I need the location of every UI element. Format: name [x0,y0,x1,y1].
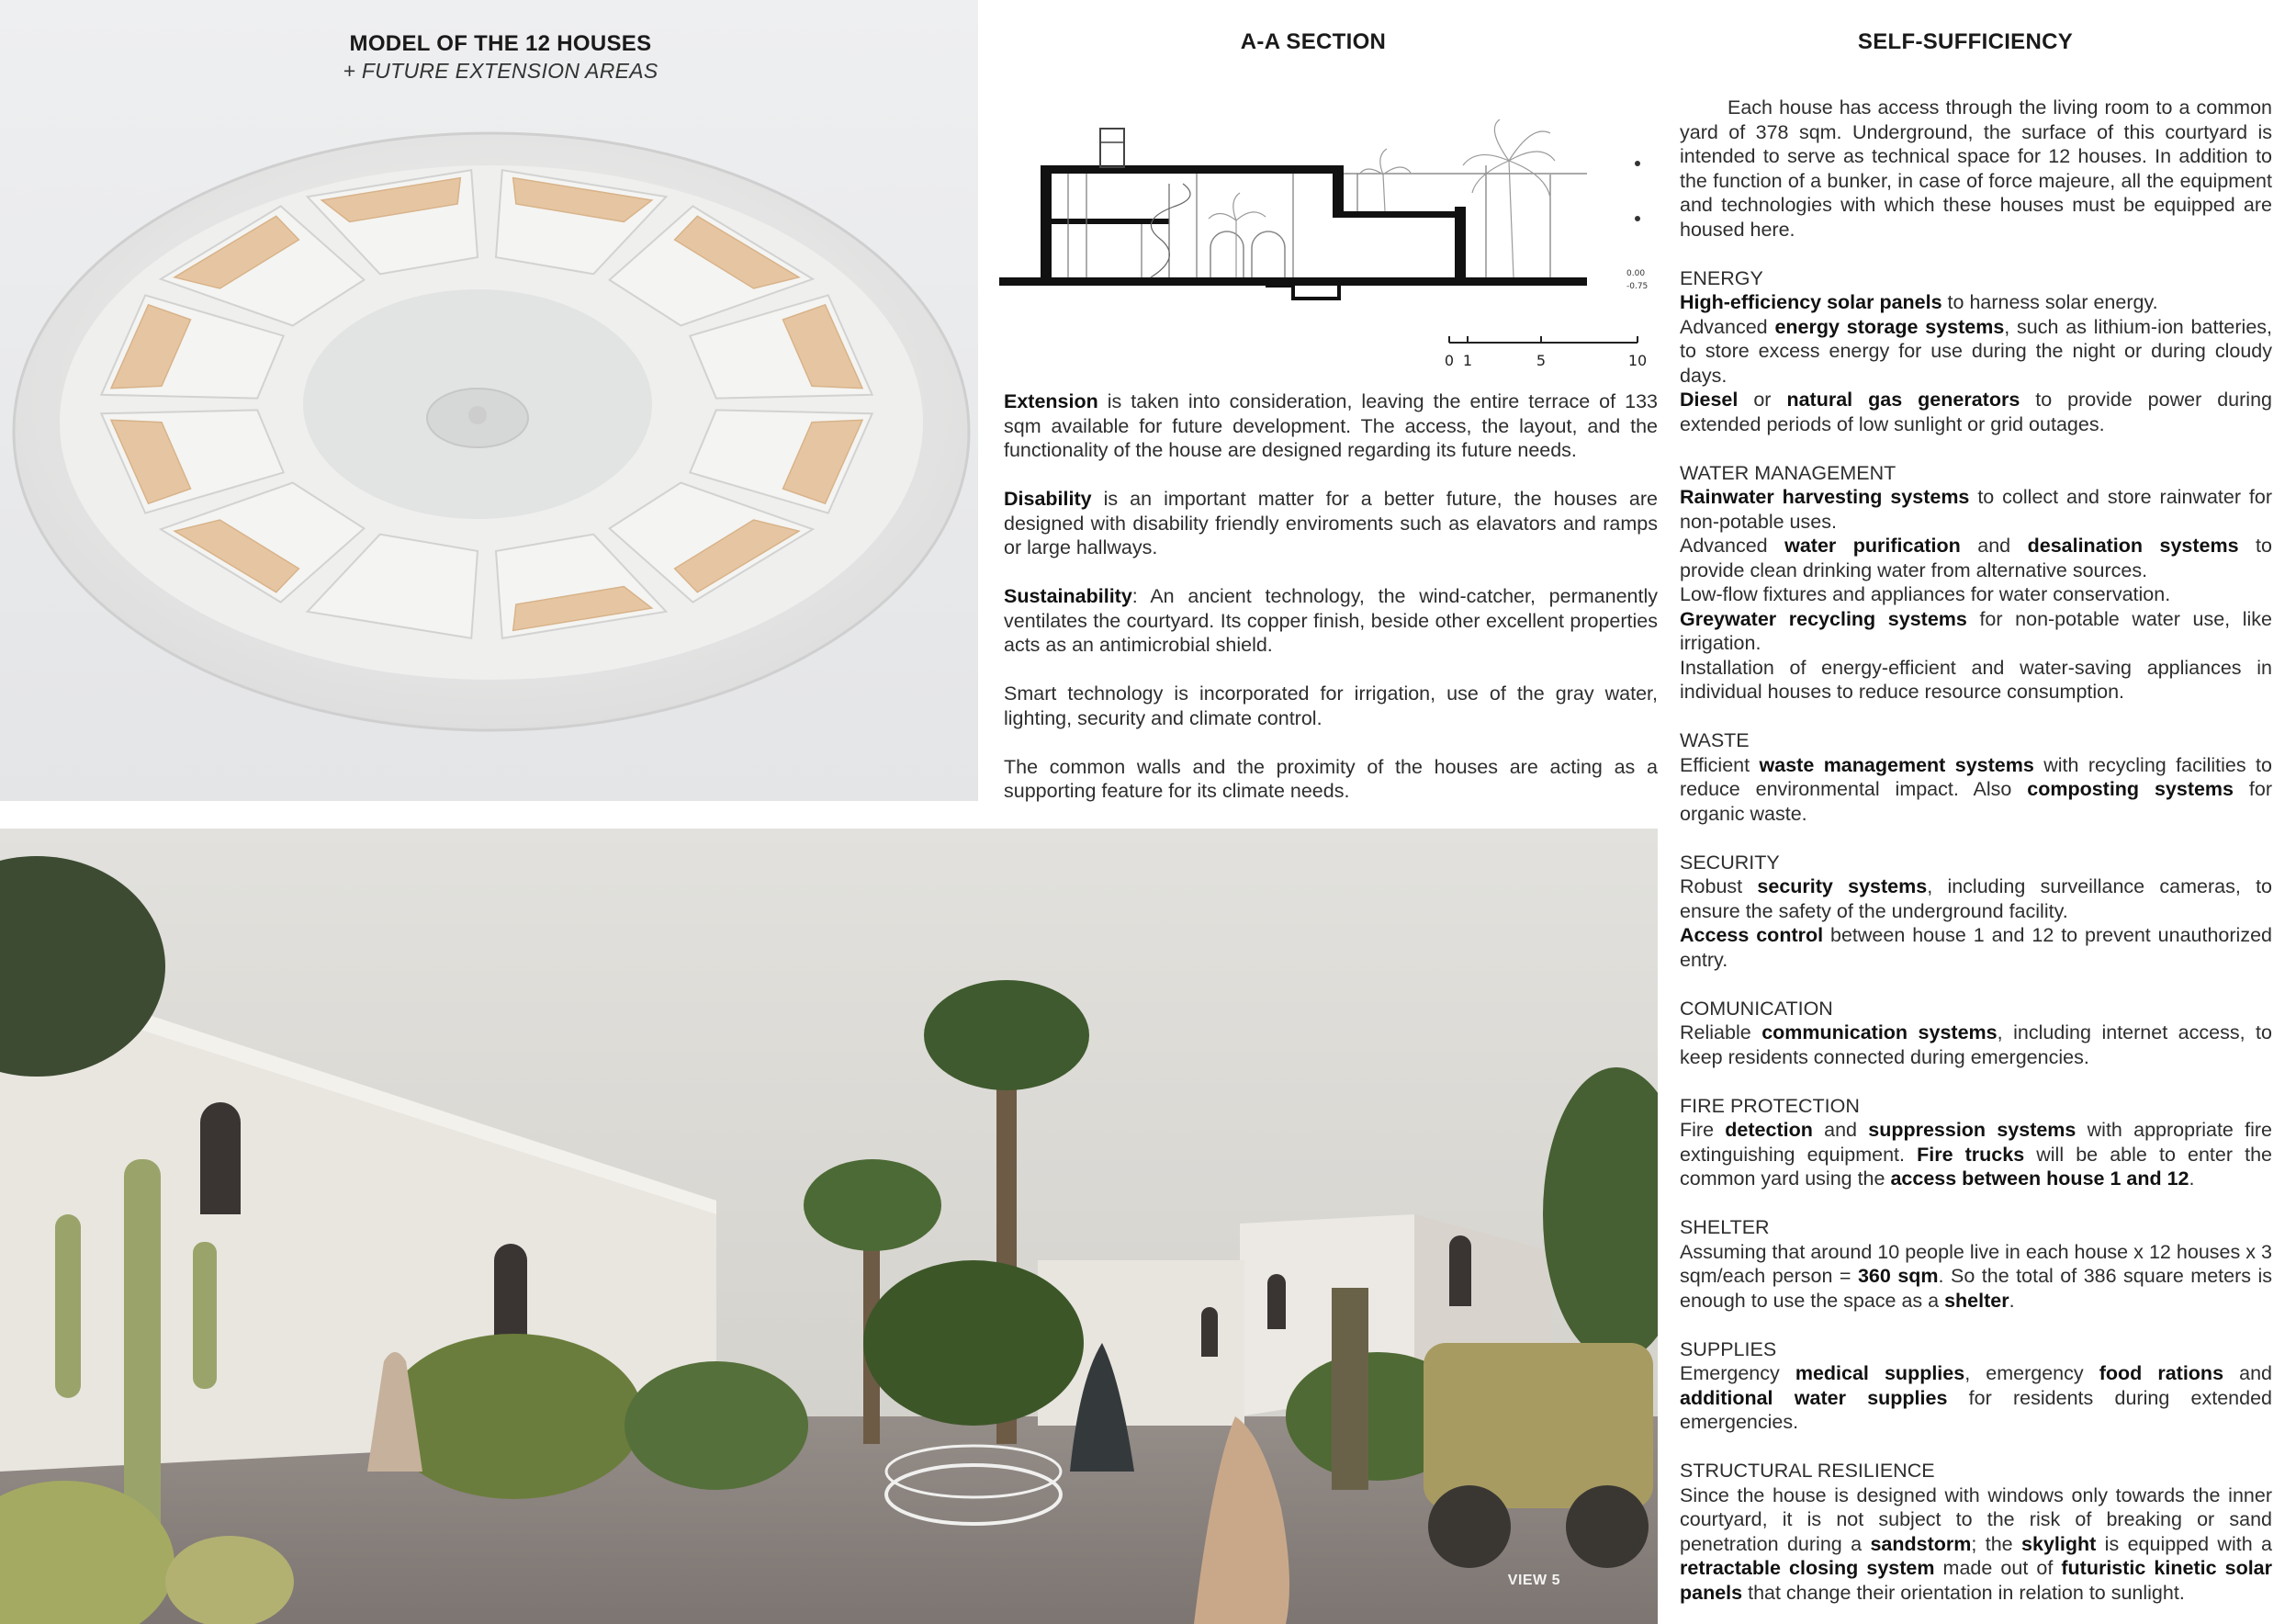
waste-text-b: with recycling facilities to reduce environmental impact. Also [1680,753,2272,800]
structural-keyword-3: retractable closing system [1680,1557,1935,1579]
water-item-2-joiner: and [1960,535,2028,557]
self-sufficiency-column [1680,96,2272,1605]
energy-heading: ENERGY [1680,266,1763,289]
extension-paragraph [1004,389,1658,463]
fire-paragraph [1680,1118,2272,1191]
structural-paragraph [1680,1483,2272,1606]
communication-text: , including internet access, to keep residents connected during emergencies. [1680,1021,2272,1068]
shelter-heading: SHELTER [1680,1216,1770,1238]
common-walls-paragraph: The common walls and the proximity of the houses are acting as a supporting feature for its climate needs. [1004,755,1658,802]
structural-keyword-2: skylight [2021,1532,2097,1555]
fire-text-b: and [1812,1119,1869,1141]
fire-keyword-1: detection [1725,1119,1813,1141]
scale-label-0: 0 [1444,352,1455,369]
communication-keyword: communication systems [1761,1021,1998,1043]
structural-text-d: made out of [1934,1557,2062,1579]
communication-paragraph [1680,1021,2272,1069]
courtyard-render-panel [0,829,1658,1624]
energy-item-1-text: to harness solar energy. [1941,291,2158,313]
waste-keyword-2: composting systems [2027,778,2234,800]
water-item-1-text: to collect and store rainwater for non-potable uses. [1680,486,2272,533]
section-title: A-A SECTION [1240,29,1387,54]
shelter-text-c: . [2009,1289,2015,1312]
shelter-text-a: Assuming that around 10 people live in each house x 12 houses x 3 sqm/each person = [1680,1240,2272,1287]
structural-keyword-1: sandstorm [1870,1532,1972,1555]
fire-keyword-2: suppression systems [1868,1119,2077,1141]
middle-text-column [1004,389,1658,828]
supplies-keyword-1: medical supplies [1795,1362,1965,1384]
view-label: VIEW 5 [1507,1573,1560,1588]
section-drawing [999,119,1660,386]
shelter-keyword-1: 360 sqm [1857,1265,1939,1287]
security-item-2-keyword: Access control [1680,924,1824,946]
energy-item-2-prefix: Advanced [1680,315,1775,338]
structural-text-b: ; the [1971,1532,2022,1555]
model-title [317,31,684,84]
waste-heading: WASTE [1680,729,1750,751]
supplies-paragraph [1680,1361,2272,1435]
security-item-1-text: , including surveillance cameras, to ensure the safety of the underground facility. [1680,875,2272,922]
water-item-4-keyword: Greywater recycling systems [1680,607,1967,630]
security-item-2-text: between house 1 and 12 to prevent unauthorized entry. [1680,924,2272,971]
disability-paragraph [1004,487,1658,560]
structural-heading: STRUCTURAL RESILIENCE [1680,1460,1935,1482]
structural-text-a: Since the house is designed with windows only towards the inner courtyard, it is not subject to the risk of breaking or sand penetration during a [1680,1483,2272,1555]
water-item-2 [1680,534,2272,582]
water-item-2-prefix: Advanced [1680,535,1785,557]
structural-text-c: is equipped with a [2096,1532,2273,1555]
shelter-paragraph [1680,1240,2272,1314]
energy-item-3-keyword-2: natural gas generators [1786,389,2020,411]
disability-keyword: Disability [1004,488,1092,510]
water-item-4 [1680,607,2272,656]
energy-item-3 [1680,388,2272,436]
fire-text-a: Fire [1680,1119,1726,1141]
water-item-1 [1680,485,2272,534]
water-item-2-keyword-1: water purification [1784,535,1961,557]
intro-paragraph: Each house has access through the living room to a common yard of 378 sqm. Underground, the surface of this courtyard is intended to serve as technical space for 12 houses. In addition to the function of a bunker, in case of force majeure, all the equipment and technologies with which these houses must be equipped are housed here. [1680,96,2272,241]
supplies-text-d: for residents during extended emergencies. [1680,1386,2272,1433]
fire-heading: FIRE PROTECTION [1680,1094,1860,1117]
security-item-2 [1680,923,2272,972]
shelter-text-b: . So the total of 386 square meters is enough to use the space as a [1680,1265,2272,1312]
fire-text-d: will be able to enter the common yard using the [1680,1143,2272,1190]
supplies-keyword-3: additional water supplies [1680,1386,1948,1409]
scale-label-5: 5 [1536,352,1547,369]
supplies-heading: SUPPLIES [1680,1337,1777,1360]
water-item-1-keyword: Rainwater harvesting systems [1680,486,1970,508]
energy-item-1 [1680,290,2272,315]
scale-label-1: 1 [1462,352,1473,369]
supplies-text-c: and [2223,1362,2272,1384]
fire-keyword-4: access between house 1 and 12 [1890,1167,2189,1190]
fire-keyword-3: Fire trucks [1917,1143,2025,1166]
level-label-1: -0.75 [1626,282,1649,291]
extension-text: is taken into consideration, leaving the entire terrace of 133 sqm available for future development. The access, the layout, and the functionality of the house are designed regarding its future needs. [1004,390,1658,461]
energy-item-1-keyword: High-efficiency solar panels [1680,291,1942,313]
self-sufficiency-title: SELF-SUFFICIENCY [1857,29,2074,54]
fire-text-e: . [2189,1167,2195,1190]
water-item-3: Low-flow fixtures and appliances for water conservation. [1680,583,2171,605]
communication-prefix: Reliable [1680,1021,1762,1043]
model-title-text: MODEL OF THE 12 HOUSES [349,31,652,56]
security-item-1 [1680,874,2272,923]
waste-text-c: for organic waste. [1680,778,2272,825]
energy-item-2-text: , such as lithium-ion batteries, to store excess energy for use during the night or during cloudy days. [1680,315,2272,387]
courtyard-render-illustration [0,829,1658,1624]
supplies-keyword-2: food rations [2099,1362,2224,1384]
shelter-keyword-2: shelter [1944,1289,2009,1312]
supplies-text-b: , emergency [1964,1362,2099,1384]
model-illustration [0,0,978,801]
energy-item-3-joiner: or [1738,389,1787,411]
supplies-text-a: Emergency [1680,1362,1795,1384]
waste-text-a: Efficient [1680,753,1760,776]
security-heading: SECURITY [1680,851,1780,874]
waste-paragraph [1680,753,2272,827]
disability-text: is an important matter for a better future, the houses are designed with disability friendly enviroments such as elavators and ramps or large hallways. [1004,488,1658,558]
fire-text-c: with appropriate fire extinguishing equipment. [1680,1119,2273,1166]
communication-heading: COMUNICATION [1680,997,1833,1020]
water-item-2-keyword-2: desalination systems [2027,535,2239,557]
water-item-5: Installation of energy-efficient and water-saving appliances in individual houses to reduce resource consumption. [1680,656,2272,703]
scale-label-10: 10 [1627,352,1648,369]
model-subtitle: + FUTURE EXTENSION AREAS [343,59,658,83]
waste-keyword-1: waste management systems [1759,753,2034,776]
water-heading: WATER MANAGEMENT [1680,461,1896,484]
extension-keyword: Extension [1004,390,1098,412]
structural-text-e: that change their orientation in relation to sunlight. [1742,1581,2185,1604]
water-item-2-text: to provide clean drinking water from alternative sources. [1680,535,2272,581]
level-label-0: 0.00 [1626,269,1646,278]
security-item-1-prefix: Robust [1680,875,1758,897]
smart-tech-paragraph: Smart technology is incorporated for irrigation, use of the gray water, lighting, security and climate control. [1004,682,1658,729]
sustainability-paragraph [1004,584,1658,658]
energy-item-2-keyword: energy storage systems [1774,315,2005,338]
security-item-1-keyword: security systems [1757,875,1928,897]
energy-item-3-keyword-1: Diesel [1680,389,1739,411]
structural-keyword-4: futuristic kinetic solar panels [1680,1557,2272,1604]
energy-item-2 [1680,315,2272,389]
model-photo-panel [0,0,978,801]
sustainability-keyword: Sustainability [1004,585,1132,607]
water-item-4-text: for non-potable water use, like irrigation. [1680,607,2273,654]
sustainability-text: : An ancient technology, the wind-catcher, permanently ventilates the courtyard. Its copper finish, beside other excellent properties acts as an antimicrobial shield. [1004,585,1658,656]
energy-item-3-text: to provide power during extended periods of low sunlight or grid outages. [1680,389,2272,435]
